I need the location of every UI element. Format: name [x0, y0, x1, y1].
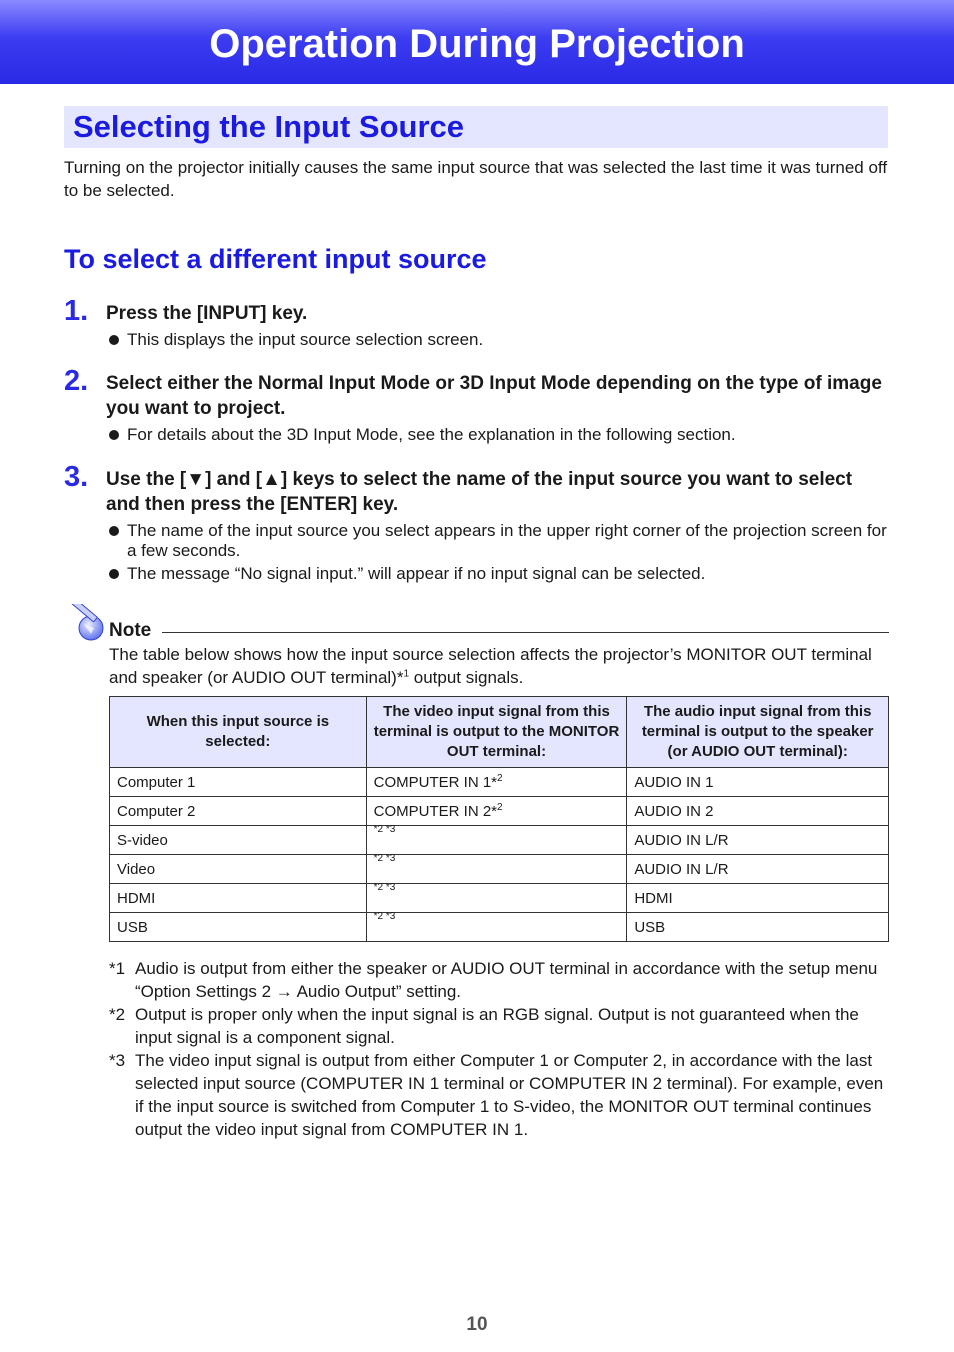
input-output-table	[109, 696, 889, 942]
column-header: The audio input signal from this terminal is output to the speaker (or AUDIO OUT terminal):	[627, 697, 889, 768]
step-title: Use the [▼] and [▲] keys to select the name of the input source you want to select and then press the [ENTER] key.	[106, 469, 853, 515]
column-header: When this input source is selected:	[110, 697, 367, 768]
note-pencil-icon	[66, 604, 106, 642]
table-row: HDMI *2 *3 HDMI	[110, 884, 889, 913]
footnote: *1 Audio is output from either the speaker or AUDIO OUT terminal in accordance with the setup menu “Option Settings 2 → Audio Output” setting.	[109, 959, 878, 1001]
table-row: Video *2 *3 AUDIO IN L/R	[110, 855, 889, 884]
table-row: USB *2 *3 USB	[110, 913, 889, 942]
table-row: Computer 2 COMPUTER IN 2*$^2$ AUDIO IN 2	[110, 797, 889, 826]
subheading: To select a different input source	[64, 244, 487, 274]
note-label: Note	[109, 620, 152, 641]
page-number: 10	[466, 1314, 488, 1335]
step-number: 2.	[64, 365, 89, 397]
note-divider	[162, 632, 889, 633]
list-item: For details about the 3D Input Mode, see the explanation in the following section.	[109, 425, 889, 445]
list-item: The message “No signal input.” will appear if no input signal can be selected.	[109, 564, 889, 584]
list-item: This displays the input source selection screen.	[109, 330, 889, 350]
bullet-icon	[109, 430, 119, 440]
step-title: Select either the Normal Input Mode or 3D Input Mode depending on the type of image you want to project.	[106, 373, 882, 419]
footnote: *2 Output is proper only when the input signal is an RGB signal. Output is not guaranteed when the input signal is a component signal.	[109, 1005, 859, 1047]
list-item: The name of the input source you select appears in the upper right corner of the projection screen for a few seconds.	[109, 521, 889, 561]
section-title: Selecting the Input Source	[73, 109, 464, 144]
table-header-row	[110, 697, 889, 768]
section-header	[64, 106, 888, 148]
footnote: *3 The video input signal is output from either Computer 1 or Computer 2, in accordance with the last selected input source (COMPUTER IN 1 terminal or COMPUTER IN 2 terminal). For example, even if the input source is switched from Computer 1 to S-video, the MONITOR OUT terminal continues output the video input signal from COMPUTER IN 1.	[109, 1051, 884, 1139]
up-arrow-icon: ▲	[262, 469, 281, 490]
bullet-icon	[109, 526, 119, 536]
column-header: The video input signal from this terminal is output to the MONITOR OUT terminal:	[366, 697, 627, 768]
intro-paragraph: Turning on the projector initially causes the same input source that was selected the last time it was turned off to be selected.	[64, 158, 888, 200]
step-title: Press the [INPUT] key.	[106, 303, 308, 324]
title-banner	[0, 0, 954, 84]
down-arrow-icon: ▼	[186, 469, 206, 490]
step-number: 1.	[64, 295, 89, 327]
page-title: Operation During Projection	[209, 22, 745, 66]
table-row: Computer 1 COMPUTER IN 1*$^2$ AUDIO IN 1	[110, 768, 889, 797]
bullet-icon	[109, 569, 119, 579]
footnotes	[109, 957, 889, 1141]
note-text: The table below shows how the input source selection affects the projector’s MONITOR OUT terminal and speaker (or AUDIO OUT terminal)*$^1$ output signals.	[109, 645, 872, 687]
bullet-icon	[109, 335, 119, 345]
table-row: S-video *2 *3 AUDIO IN L/R	[110, 826, 889, 855]
step-number: 3.	[64, 461, 89, 493]
